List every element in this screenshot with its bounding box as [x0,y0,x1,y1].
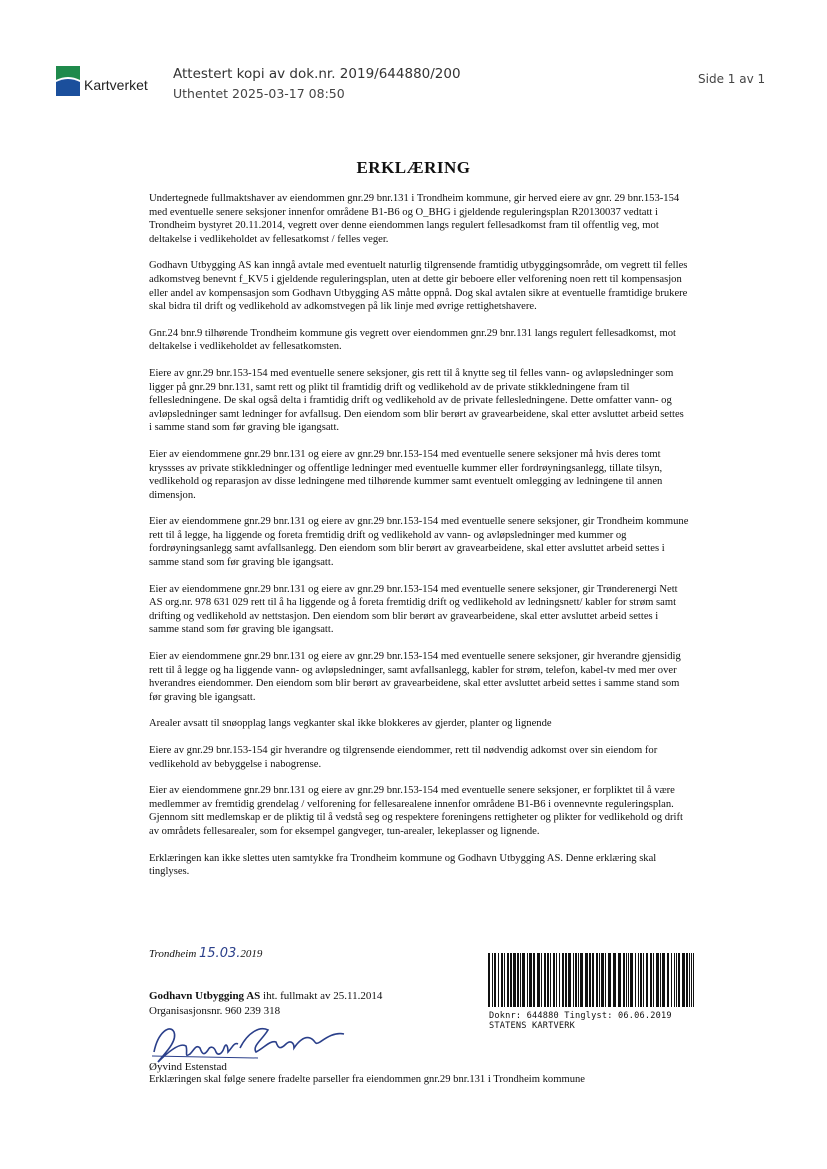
registration-stamp-line: Doknr: 644880 Tinglyst: 06.06.2019 [489,1011,672,1021]
barcode-bar [686,953,688,1007]
barcode-bar [575,953,577,1007]
barcode-bar [559,953,560,1007]
barcode-bar [578,953,579,1007]
barcode-bar [529,953,532,1007]
year: 2019 [240,948,263,960]
barcode [488,953,696,1007]
barcode-bar [638,953,639,1007]
retrieved-timestamp: Uthentet 2025-03-17 08:50 [173,86,345,101]
paragraph: Eier av eiendommene gnr.29 bnr.131 og eiere av gnr.29 bnr.153-154 med eventuelle senere seksjoner, er forpliktet til å være medlemmer av fremtidig grendelag / velforening for fellesarealene innenfor områdene B1-B6 i ovennevnte reguleringsplan. Gjennom sitt medlemskap er de pliktig til å vedstå seg og respektere foreningens rettigheter og plikter for vedlikehold og drift av områdets fellesarealer, som for eksempel gangveger, tun-arealer, lekeplasser og lignende. [149,785,683,837]
barcode-graphic [488,953,696,1007]
barcode-bar [653,953,654,1007]
barcode-bar [646,953,648,1007]
barcode-bar [678,953,680,1007]
barcode-bar [537,953,540,1007]
paragraph: Undertegnede fullmaktshaver av eiendommen gnr.29 bnr.131 i Trondheim kommune, gir herved eiere av gnr. 29 bnr.153-154 med eventuelle senere seksjoner innenfor områdene B1-B6 og O_BHG i gjeldende reguleringsplan R20130037 vedtatt i Trondheim bystyret 20.11.2014, vegrett over denne eiendommen langs regulert fellesadkomst fram til offentlig veg, mot deltakelse i vedlikeholdet av fellesatkomst / felles veger. [149,193,680,245]
barcode-bar [676,953,677,1007]
kartverket-logo-icon [56,66,80,96]
paragraph: Eier av eiendommene gnr.29 bnr.131 og eiere av gnr.29 bnr.153-154 med eventuelle senere seksjoner, gir hverandre gjensidig rett til å legge og ha liggende vann- og avløpsledninger, samt avfallsanlegg, kabler for strøm, telefon, kabel-tv med mer over hverandres eiendommer. Den eiendom som blir berørt av gravearbeidene, skal etter avsluttet arbeid settes i samme stand som før graving ble igangsatt. [149,651,681,703]
barcode-bar [541,953,542,1007]
barcode-bar [520,953,521,1007]
handwritten-date: 15.03. [199,946,241,961]
paragraph: Gnr.24 bnr.9 tilhørende Trondheim kommune gis vegrett over eiendommen gnr.29 bnr.131 langs regulert fellesadkomst, mot deltakelse i vedlikeholdet av fellesatkomsten. [149,327,676,353]
barcode-bar [640,953,642,1007]
barcode-bar [533,953,535,1007]
barcode-bar [492,953,493,1007]
company-name: Godhavn Utbygging AS [149,990,261,1002]
barcode-bar [689,953,690,1007]
barcode-bar [613,953,616,1007]
barcode-bar [547,953,549,1007]
barcode-bar [556,953,557,1007]
barcode-bar [628,953,629,1007]
barcode-bar [568,953,571,1007]
barcode-bar [565,953,567,1007]
signer-name: Øyvind Estenstad [149,1061,227,1073]
barcode-bar [589,953,591,1007]
barcode-bar [501,953,503,1007]
paragraph: Eier av eiendommene gnr.29 bnr.131 og eiere av gnr.29 bnr.153-154 med eventuelle senere seksjoner må hvis deres tomt kryssses av private stikkledninger og offentlige ledninger med eventuelle kummer eller fordrøyningsanlegg, tillate tilsyn, vedlikehold og reparasjon av disse ledningene med tilhørende kummer samt eventuelt omlegging av ledningene til annen dimensjon. [149,448,663,501]
organisation-number: Organisasjonsnr. 960 239 318 [149,1005,281,1017]
barcode-bar [488,953,490,1007]
barcode-bar [527,953,528,1007]
barcode-bar [671,953,672,1007]
registration-authority: STATENS KARTVERK [489,1021,575,1031]
barcode-bar [573,953,574,1007]
barcode-bar [608,953,611,1007]
paragraph: Godhavn Utbygging AS kan inngå avtale med eventuelt naturlig tilgrensende framtidig utbyggingsområde, om vegrett til felles adkomstveg benevnt f_KV5 i gjeldende reguleringsplan, uten at dette gir beboere eller velforening noen rett til kompensasjon eller andel av kompensasjon som Godhavn Utbygging AS måtte oppnå. Dog skal avtalen sikre at eventuelle framtidige brukere skal bidra til drift og vedlikehold av adkomstvegen på lik linje med øvrige rettighetshavere. [149,260,688,313]
barcode-bar [596,953,598,1007]
paragraph: Erklæringen kan ikke slettes uten samtykke fra Trondheim kommune og Godhavn Utbygging AS. Denne erklæring skal tinglyses. [149,852,657,878]
barcode-bar [550,953,551,1007]
barcode-bar [635,953,636,1007]
declaration-body [149,192,689,892]
paragraph: Eiere av gnr.29 bnr.153-154 gir hverandre og tilgrensende eiendommer, rett til nødvendig adkomst over sin eiendom for vedlikehold av bebyggelse i nabogrense. [149,745,658,770]
page-indicator: Side 1 av 1 [698,72,766,86]
barcode-bar [605,953,606,1007]
power-of-attorney: iht. fullmakt av 25.11.2014 [260,990,383,1002]
paragraph: Arealer avsatt til snøopplag langs vegkanter skal ikke blokkeres av gjerder, planter og lignende [149,718,552,730]
barcode-bar [580,953,583,1007]
barcode-bar [691,953,692,1007]
barcode-bar [494,953,496,1007]
barcode-bar [504,953,505,1007]
barcode-bar [599,953,600,1007]
barcode-bar [601,953,604,1007]
barcode-bar [522,953,525,1007]
barcode-bar [660,953,661,1007]
paragraph: Eier av eiendommene gnr.29 bnr.131 og eiere av gnr.29 bnr.153-154 med eventuelle senere seksjoner, gir Trondheim kommune rett til å legge, ha liggende og foreta fremtidig drift og vedlikehold av vann- og avløpsledninger med kummer og fordrøyningsanlegg samt avfallsanlegg. Den eiendom som blir berørt av gravearbeidene, skal etter avsluttet arbeid settes i samme stand som før graving ble igangsatt. [149,516,689,569]
barcode-bar [662,953,665,1007]
page-header [0,0,827,110]
barcode-bar [682,953,685,1007]
company-line [149,990,382,1002]
barcode-bar [650,953,652,1007]
document-title: ERKLÆRING [356,158,471,177]
barcode-bar [507,953,509,1007]
barcode-bar [553,953,555,1007]
barcode-bar [562,953,564,1007]
barcode-bar [667,953,669,1007]
barcode-bar [693,953,694,1007]
barcode-bar [626,953,627,1007]
barcode-bar [510,953,512,1007]
barcode-bar [513,953,516,1007]
barcode-bar [674,953,675,1007]
barcode-bar [618,953,621,1007]
barcode-bar [585,953,588,1007]
barcode-bar [656,953,659,1007]
paragraph: Eiere av gnr.29 bnr.153-154 med eventuelle senere seksjoner, gis rett til å knytte seg til felles vann- og avløpsledninger som ligger på gnr.29 bnr.131, samt rett og plikt til framtidig drift og vedlikehold av de private stikkledningene fram til fellesledningene. De skal også delta i framtidig drift og vedlikehold av de private fellesledningene. Dette omfatter vann- og avløpsledninger samt ledninger for avfallsug. Den eiendom som blir berørt av gravearbeidene, skal etter avsluttet arbeid settes i samme stand som før graving ble igangsatt. [149,367,684,434]
footer-note: Erklæringen skal følge senere fradelte parseller fra eiendommen gnr.29 bnr.131 i Trondheim kommune [149,1074,585,1085]
barcode-bar [592,953,594,1007]
barcode-bar [498,953,499,1007]
barcode-bar [623,953,625,1007]
paragraph: Eier av eiendommene gnr.29 bnr.131 og eiere av gnr.29 bnr.153-154 med eventuelle senere seksjoner, gir Trønderenergi Nett AS org.nr. 978 631 029 rett til å ha liggende og å foreta fremtidig drift og vedlikehold av ledningsnett/ kabler for strøm samt drifting og vedlikehold av nettstasjon. Den eiendom som blir berørt av gravearbeidene, skal etter avsluttet arbeid settes i samme stand som før graving ble igangsatt. [149,583,678,636]
document-reference: Attestert kopi av dok.nr. 2019/644880/200 [173,66,461,82]
place: Trondheim [149,948,197,960]
barcode-bar [517,953,519,1007]
barcode-bar [643,953,644,1007]
logo-text: Kartverket [84,77,148,93]
barcode-bar [544,953,546,1007]
barcode-bar [630,953,633,1007]
place-and-date [149,946,262,961]
